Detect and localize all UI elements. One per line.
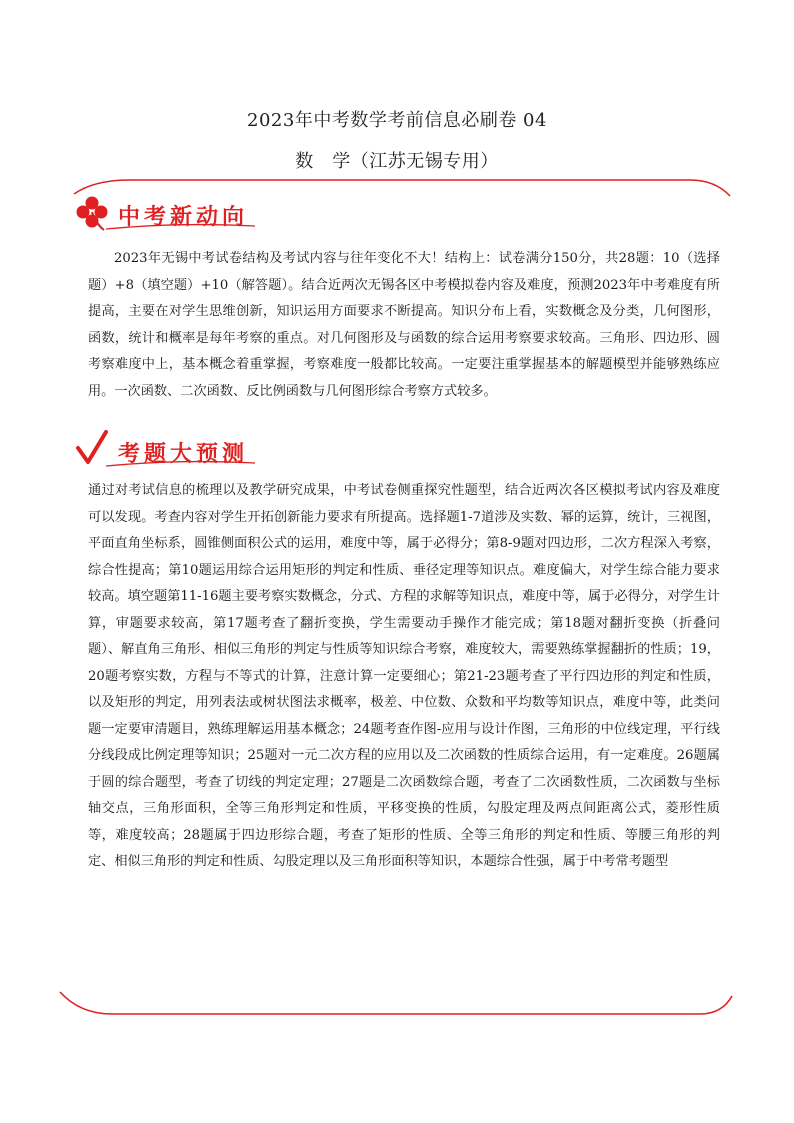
bottom-arc <box>60 992 732 1014</box>
section-body-trends: 2023年无锡中考试卷结构及考试内容与往年变化不大！结构上：试卷满分150分，共28题：10（选择题）+8（填空题）+10（解答题）。结合近两次无锡各区中考模拟卷内容及难度，预测2023年中考难度有所提高，主要在对学生思维创新，知识运用方面要求不断提高。知识分布上看，实数概念及分类，几何图形，函数，统计和概率是每年考察的重点。对几何图形及与函数的综合运用考察要求较高。三角形、四边形、圆考察难度中上，基本概念着重掌握，考察难度一般都比较高。一定要注重掌握基本的解题模型并能够熟练应用。一次函数、二次函数、反比例函数与几何图形综合考察方式较多。 <box>88 251 720 399</box>
document-title: 2023年中考数学考前信息必刷卷 04 <box>247 110 547 131</box>
section-body-forecast: 通过对考试信息的梳理以及教学研究成果，中考试卷侧重探究性题型，结合近两次各区模拟考试内容及难度可以发现。考查内容对学生开拓创新能力要求有所提高。选择题1-7道涉及实数、幂的运算，统计，三视图，平面直角坐标系，圆锥侧面积公式的运用，难度中等，属于必得分；第8-9题对四边形，二次方程深入考察，综合性提高；第10题运用综合运用矩形的判定和性质、垂径定理等知识点。难度偏大，对学生综合能力要求较高。填空题第11-16题主要考察实数概念，分式、方程的求解等知识点，难度中等，属于必得分，对学生计算，审题要求较高，第17题考查了翻折变换，学生需要动手操作才能完成；第18题对翻折变换（折叠问题）、解直角三角形、相似三角形的判定与性质等知识综合考察，难度较大，需要熟练掌握翻折的性质；19，20题考察实数，方程与不等式的计算，注意计算一定要细心；第21-23题考查了平行四边形的判定和性质，以及矩形的判定，用列表法或树状图法求概率，极差、中位数、众数和平均数等知识点，难度中等，此类问题一定要审清题目，熟练理解运用基本概念；24题考查作图-应用与设计作图，三角形的中位线定理，平行线分线段成比例定理等知识；25题对一元二次方程的应用以及二次函数的性质综合运用，有一定难度。26题属于圆的综合题型，考查了切线的判定定理；27题是二次函数综合题，考查了二次函数性质，二次函数与坐标轴交点，三角形面积，全等三角形判定和性质，平移变换的性质，勾股定理及两点间距离公式，菱形性质等，难度较高；28题属于四边形综合题，考查了矩形的性质、全等三角形的判定和性质、等腰三角形的判定、相似三角形的判定和性质、勾股定理以及三角形面积等知识，本题综合性强，属于中考常考题型 <box>88 483 720 869</box>
section-heading-forecast: 考题大预测 <box>118 442 249 467</box>
top-arc <box>74 180 730 196</box>
clover-icon <box>77 197 108 231</box>
section-heading-trends: 中考新动向 <box>118 205 249 230</box>
checkmark-icon <box>78 432 106 462</box>
document-subtitle: 数 学（江苏无锡专用） <box>295 151 499 172</box>
